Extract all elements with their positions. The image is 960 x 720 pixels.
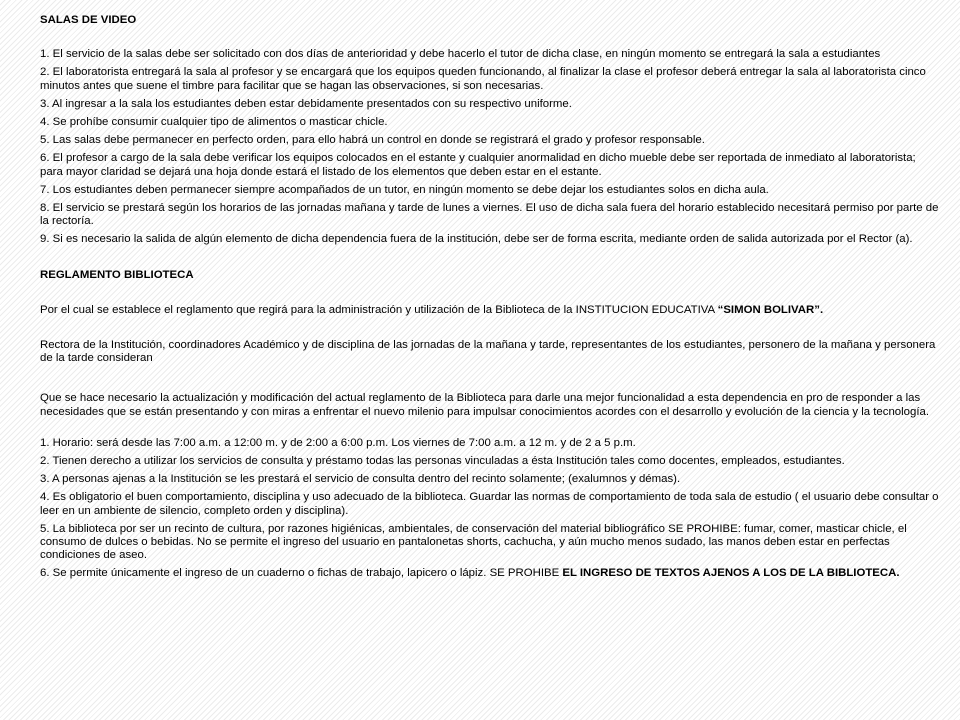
- biblioteca-item-6: [40, 567, 940, 580]
- salas-item-9: 9. Si es necesario la salida de algún elemento de dicha dependencia fuera de la institución, debe ser de forma escrita, mediante orden de salida autorizada por el Rector (a).: [40, 233, 913, 246]
- salas-item-3: 3. Al ingresar a la sala los estudiantes deben estar debidamente presentados con su respectivo uniforme.: [40, 97, 572, 110]
- biblioteca-considering: Rectora de la Institución, coordinadores Académico y de disciplina de las jornadas de la mañana y tarde, representantes de los estudiantes, personero de la mañana y personera de la tarde consideran: [40, 339, 936, 365]
- biblioteca-heading: REGLAMENTO BIBLIOTECA: [40, 268, 194, 281]
- biblioteca-intro: [40, 304, 940, 317]
- salas-item-1: 1. El servicio de la salas debe ser solicitado con dos días de anterioridad y debe hacerlo el tutor de dicha clase, en ningún momento se entregará la sala a estudiantes: [40, 48, 881, 61]
- biblioteca-item-6-text: 6. Se permite únicamente el ingreso de un cuaderno o fichas de trabajo, lapicero o lápiz. SE PROHIBE: [40, 567, 563, 580]
- biblioteca-reason: Que se hace necesario la actualización y modificación del actual reglamento de la Biblioteca para darle una mejor funcionalidad a esta dependencia en pro de responder a las necesidades que se están presentando y con miras a enfrentar el nuevo milenio para impulsar conocimientos acordes con el desarrollo y evolución de la ciencia y la tecnología.: [40, 392, 929, 418]
- biblioteca-item-5: 5. La biblioteca por ser un recinto de cultura, por razones higiénicas, ambientales, de conservación del material bibliográfico SE PROHIBE: fumar, comer, masticar chicle, el consumo de dulces o bebidas. No se permite el ingreso del usuario en pantalonetas shorts, cachucha, y aún mucho menos sudado, las manos deben estar en perfectas condiciones de aseo.: [40, 522, 907, 562]
- salas-video-heading: SALAS DE VIDEO: [40, 14, 137, 26]
- biblioteca-item-1: 1. Horario: será desde las 7:00 a.m. a 12:00 m. y de 2:00 a 6:00 p.m. Los viernes de 7:00 a.m. a 12 m. y de 2 a 5 p.m.: [40, 436, 636, 449]
- biblioteca-item-2: 2. Tienen derecho a utilizar los servicios de consulta y préstamo todas las personas vinculadas a ésta Institución tales como docentes, empleados, estudiantes.: [40, 455, 845, 468]
- salas-item-8: 8. El servicio se prestará según los horarios de las jornadas mañana y tarde de lunes a viernes. El uso de dicha sala fuera del horario establecido necesitará permiso por parte de la rectoría.: [40, 202, 939, 228]
- biblioteca-item-6-bold: EL INGRESO DE TEXTOS AJENOS A LOS DE LA BIBLIOTECA.: [562, 567, 900, 580]
- institution-name: “SIMON BOLIVAR”.: [717, 303, 824, 316]
- salas-item-7: 7. Los estudiantes deben permanecer siempre acompañados de un tutor, en ningún momento se debe dejar los estudiantes solos en dicha aula.: [40, 183, 769, 196]
- salas-item-2: 2. El laboratorista entregará la sala al profesor y se encargará que los equipos queden funcionando, al finalizar la clase el profesor deberá entregar la sala al laboratorista cinco minutos antes que suene el timbre para facilitar que se hagan las observaciones, si son necesarias.: [40, 66, 926, 92]
- document-slide: [40, 14, 940, 581]
- salas-item-4: 4. Se prohíbe consumir cualquier tipo de alimentos o masticar chicle.: [40, 116, 388, 129]
- salas-item-6: 6. El profesor a cargo de la sala debe verificar los equipos colocados en el estante y cualquier anormalidad en dicho mueble debe ser reportada de inmediato al laboratorista; para mayor claridad se dejará una hoja donde estará el listado de los elementos que deben estar en el estante.: [40, 152, 916, 178]
- biblioteca-item-3: 3. A personas ajenas a la Institución se les prestará el servicio de consulta dentro del recinto solamente; (exalumnos y démas).: [40, 473, 681, 486]
- biblioteca-intro-text: Por el cual se establece el reglamento que regirá para la administración y utilización de la Biblioteca de la INSTITUCION EDUCATIVA: [40, 303, 718, 316]
- biblioteca-item-4: 4. Es obligatorio el buen comportamiento, disciplina y uso adecuado de la biblioteca. Guardar las normas de comportamiento de toda sala de estudio ( el usuario debe consultar o leer en un ambiente de silencio, completo orden y disciplina).: [40, 491, 939, 517]
- salas-item-5: 5. Las salas debe permanecer en perfecto orden, para ello habrá un control en donde se registrará el grado y profesor responsable.: [40, 134, 705, 147]
